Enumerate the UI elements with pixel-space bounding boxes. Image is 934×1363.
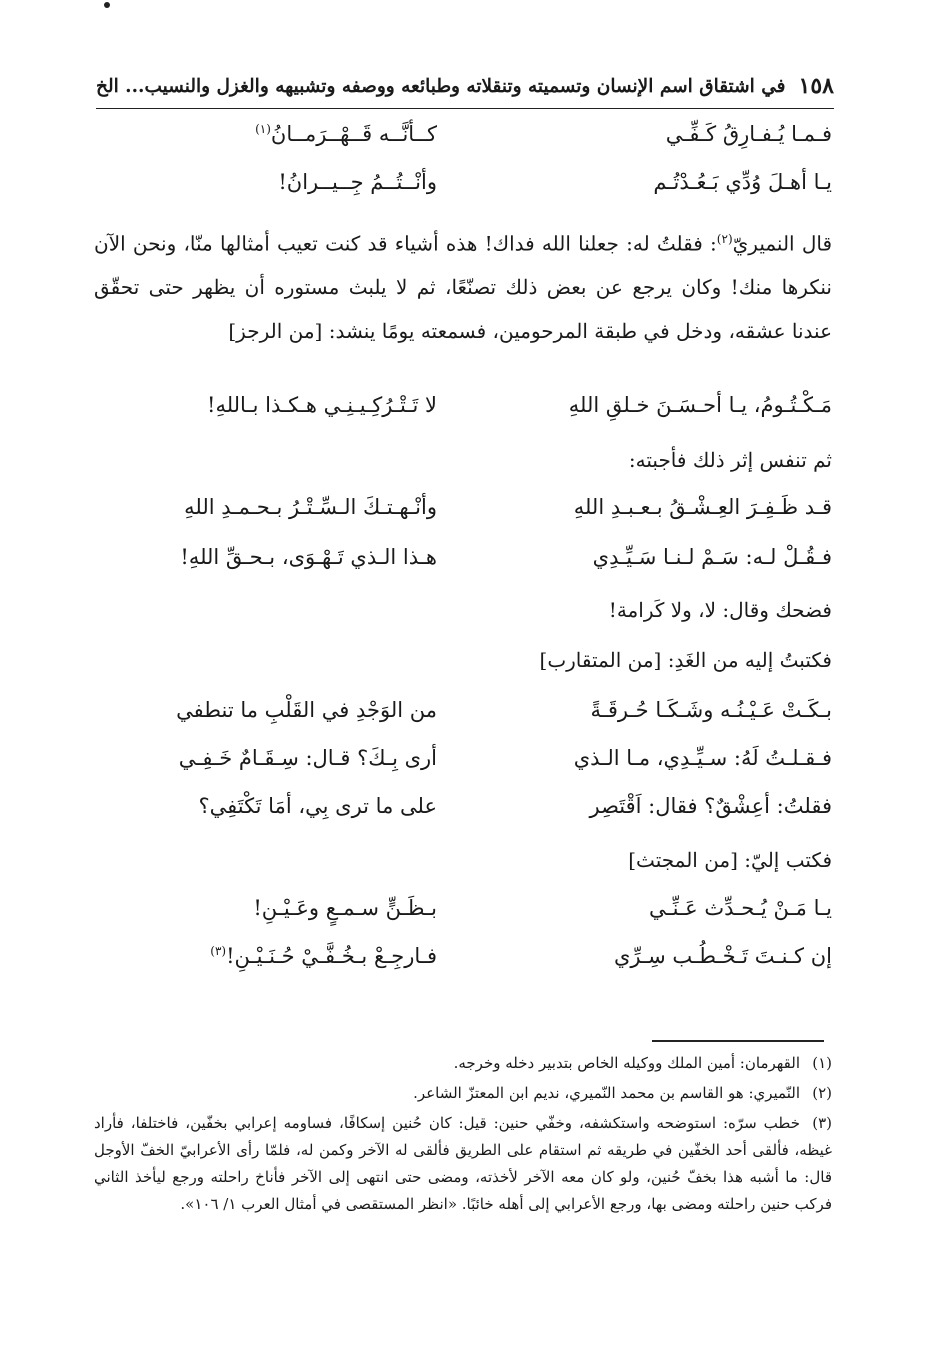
narrative-line: فكتبتُ إليه من الغَدِ: [من المتقارب] bbox=[539, 648, 832, 672]
prose-paragraph bbox=[94, 218, 832, 353]
verse-line bbox=[96, 122, 832, 166]
verse-line bbox=[96, 896, 832, 940]
verse-line bbox=[96, 794, 832, 838]
verse-second-hemistich: وأنْــتُــمُ جِــيــرانُ! bbox=[278, 170, 437, 194]
paragraph-text: : فقلتُ له: جعلنا الله فداك! هذه أشياء قد كنت تعيب أمثالها منّا، ونحن الآن ننكرها منك! وكان يرجع عن بعض ذلك تصنّعًا، ثم لا يلبث مستوره أن يظهر حتى تحقّق عندنا عشقه، ودخل في طبقة المرحومين، فسمعته يومًا ينشد: [من الرجز] bbox=[94, 231, 832, 343]
verse-first-hemistich: فـمـا يُـفـارِقُ كَـفِّـي bbox=[665, 122, 832, 146]
verse-second-hemistich: فـارجِـعْ بـخُـفَّـيْ حُـنَـيْـنِ!$^{(٣)}$ bbox=[210, 944, 437, 968]
verse-line bbox=[96, 746, 832, 790]
verse-second-hemistich: كــأنَّــه قَــهْــرَمــانُ$^{(١)}$ bbox=[255, 122, 437, 146]
verse-first-hemistich: فـقـلـتُ لَهُ: سـيِّـدِي، مـا الـذي bbox=[573, 746, 832, 770]
verse-line bbox=[96, 495, 832, 539]
verse-second-hemistich: وأنْـهـتـكَ الـسِّـتْـرُ بـحـمـدِ اللهِ bbox=[184, 495, 437, 519]
ink-speck bbox=[104, 2, 110, 8]
footnote-text: خطب سرّه: استوضحه واستكشفه، وخفّي حنين: قيل: كان حُنين إسكافًا، فساومه إعرابي بخفّين، فاختلفا، فأراد غيظه، فألقى أحد الخفّين في طريقه ثم استقام على الطريق فألقى له الآخر وكمن له، فلمّا رأى الأعرابيّ الخفّ الأوجل قال: ما أشبه هذا بخفّ حُنين، ولو كان معه الآخر لأخذته، ومضى حتى انتهى إلى الآخر فأناخ راحلته ورجع ليأخذ الثاني فركب حنين راحلته ومضى بها، ورجع الأعرابي إلى أهله خائبًا. «انظر المستقصى في أمثال العرب ١/ ١٠٦». bbox=[94, 1114, 832, 1213]
verse-first-hemistich: فـقُـلْ لـه: سَـمْ لـنـا سَـيِّـدِي bbox=[592, 545, 832, 569]
footnote-ref: (٣) bbox=[210, 944, 227, 958]
verse-first-hemistich: يـا مَـنْ يُـحـدِّث عَـنِّـي bbox=[649, 896, 832, 920]
verse-line bbox=[96, 698, 832, 742]
verse-line bbox=[96, 944, 832, 988]
footnote-text: النّميري: هو القاسم بن محمد النّميري، نديم ابن المعتزّ الشاعر. bbox=[413, 1084, 800, 1102]
verse-first-hemistich: يـا أهـلَ وُدِّي بَـعُـدْتُـم bbox=[653, 170, 832, 194]
footnote-ref: (٢) bbox=[716, 232, 733, 246]
footnote bbox=[94, 1050, 832, 1077]
footnote-mark: (٢) bbox=[812, 1084, 832, 1102]
narrative-line: فكتب إليّ: [من المجتث] bbox=[628, 848, 832, 872]
verse-line bbox=[96, 545, 832, 589]
verse-second-hemistich: لا تَـتْـرُكِـيـنِـي هـكـذا بـاللهِ! bbox=[207, 393, 437, 417]
verse-first-hemistich: بـكَـتْ عَـيْـنُـه وشَـكَـا حُـرقَـةً bbox=[590, 698, 832, 722]
footnote-text: القهرمان: أمين الملك ووكيله الخاص بتدبير دخله وخرجه. bbox=[453, 1054, 800, 1072]
speaker-name: قال النميريّ bbox=[732, 231, 832, 256]
footnote-rule bbox=[652, 1040, 824, 1042]
page-number: ١٥٨ bbox=[798, 73, 834, 99]
verse-second-hemistich: على ما ترى بِي، أمَا تَكْتَفِي؟ bbox=[198, 794, 437, 818]
verse-first-hemistich: مَـكْـتُـومُ، يـا أحـسَـنَ خـلقِ اللهِ bbox=[568, 393, 832, 417]
footnote-mark: (٣) bbox=[812, 1114, 832, 1132]
verse-first-hemistich: إن كـنـتَ تَـخْـطُـب سِـرِّي bbox=[613, 944, 832, 968]
narrative-line: ثم تنفس إثر ذلك فأجبته: bbox=[628, 448, 832, 472]
verse-first-hemistich: فقلتُ: أعِشْقٌ؟ فقال: اَقْتَصِر bbox=[589, 794, 832, 818]
narrative-line: فضحك وقال: لا، ولا كَرامة! bbox=[608, 598, 832, 622]
footnote bbox=[94, 1080, 832, 1107]
header-rule bbox=[96, 108, 834, 109]
verse-second-hemistich: من الوَجْدِ في القَلْبِ ما تنطفي bbox=[176, 698, 437, 722]
footnote-ref: (١) bbox=[255, 122, 271, 136]
running-title: في اشتقاق اسم الإنسان وتسميته وتنقلاته وطبائعه ووصفه وتشبيهه والغزل والنسيب... الخ bbox=[96, 75, 786, 97]
footnote bbox=[94, 1110, 832, 1218]
verse-first-hemistich: قـد ظَـفِـرَ العِـشْـقُ بـعـبـدِ اللهِ bbox=[573, 495, 832, 519]
verse-second-hemistich: بـظَـنٍّ سـمـعٍ وعَـيْـنِ! bbox=[253, 896, 437, 920]
verse-second-hemistich: أرى بِـكَ؟ قـال: سِـقَـامٌ خَـفِـي bbox=[178, 746, 437, 770]
verse-line bbox=[96, 170, 832, 214]
verse-second-hemistich: هـذا الـذي تَـهْـوَى، بـحـقِّ اللهِ! bbox=[180, 545, 437, 569]
running-header bbox=[96, 68, 834, 104]
footnote-mark: (١) bbox=[812, 1054, 832, 1072]
verse-line bbox=[96, 393, 832, 437]
